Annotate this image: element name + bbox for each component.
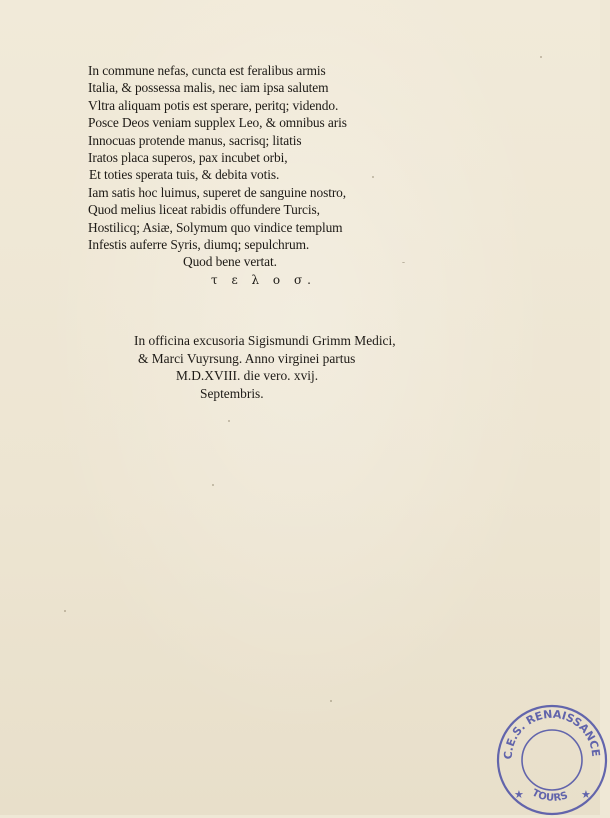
poem-line: Et toties sperata tuis, & debita votis. [89, 167, 280, 183]
telos-mark: τ ε λ ο σ. [211, 272, 316, 287]
colophon [134, 332, 494, 402]
stamp-text-bottom: TOURS [529, 787, 570, 804]
poem-line: Quod melius liceat rabidis offundere Turcis, [88, 202, 320, 218]
svg-text:C.E.S. RENAISSANCE [502, 708, 603, 760]
poem-line: Hostilicq; Asiæ, Solymum quo vindice templum [88, 219, 343, 235]
poem-line: Infestis auferre Syris, diumq; sepulchrum. [88, 237, 310, 253]
poem-line: Italia, & possessa malis, nec iam ipsa salutem [88, 80, 329, 96]
stamp-seal-icon [492, 700, 610, 818]
poem-line: Iam satis hoc luimus, superet de sanguine nostro, [88, 184, 347, 200]
paper-speck [540, 56, 542, 58]
colophon-line: & Marci Vuyrsung. Anno virginei partus [138, 350, 356, 366]
poem-line: Posce Deos veniam supplex Leo, & omnibus aris [88, 115, 347, 131]
library-stamp [492, 700, 610, 818]
colophon-line: Septembris. [200, 385, 264, 401]
poem-block [88, 62, 448, 289]
paper-speck [64, 610, 66, 612]
paper-speck [330, 700, 332, 702]
colophon-line: M.D.XVIII. die vero. xvij. [176, 368, 319, 384]
poem-line: Innocuas protende manus, sacrisq; litatis [88, 132, 302, 148]
star-icon: ★ [514, 789, 524, 801]
paper-speck [228, 420, 230, 422]
star-icon: ★ [581, 789, 591, 801]
poem-line: In commune nefas, cuncta est feralibus armis [88, 63, 326, 78]
closing-line: Quod bene vertat. [183, 254, 277, 270]
paper-speck [212, 484, 214, 486]
stamp-text-top: C.E.S. RENAISSANCE [501, 707, 603, 760]
poem-line: Iratos placa superos, pax incubet orbi, [88, 150, 288, 166]
poem-line: Vltra aliquam potis est sperare, peritq; videndo. [88, 97, 339, 113]
colophon-line: In officina excusoria Sigismundi Grimm Medici, [134, 333, 396, 348]
